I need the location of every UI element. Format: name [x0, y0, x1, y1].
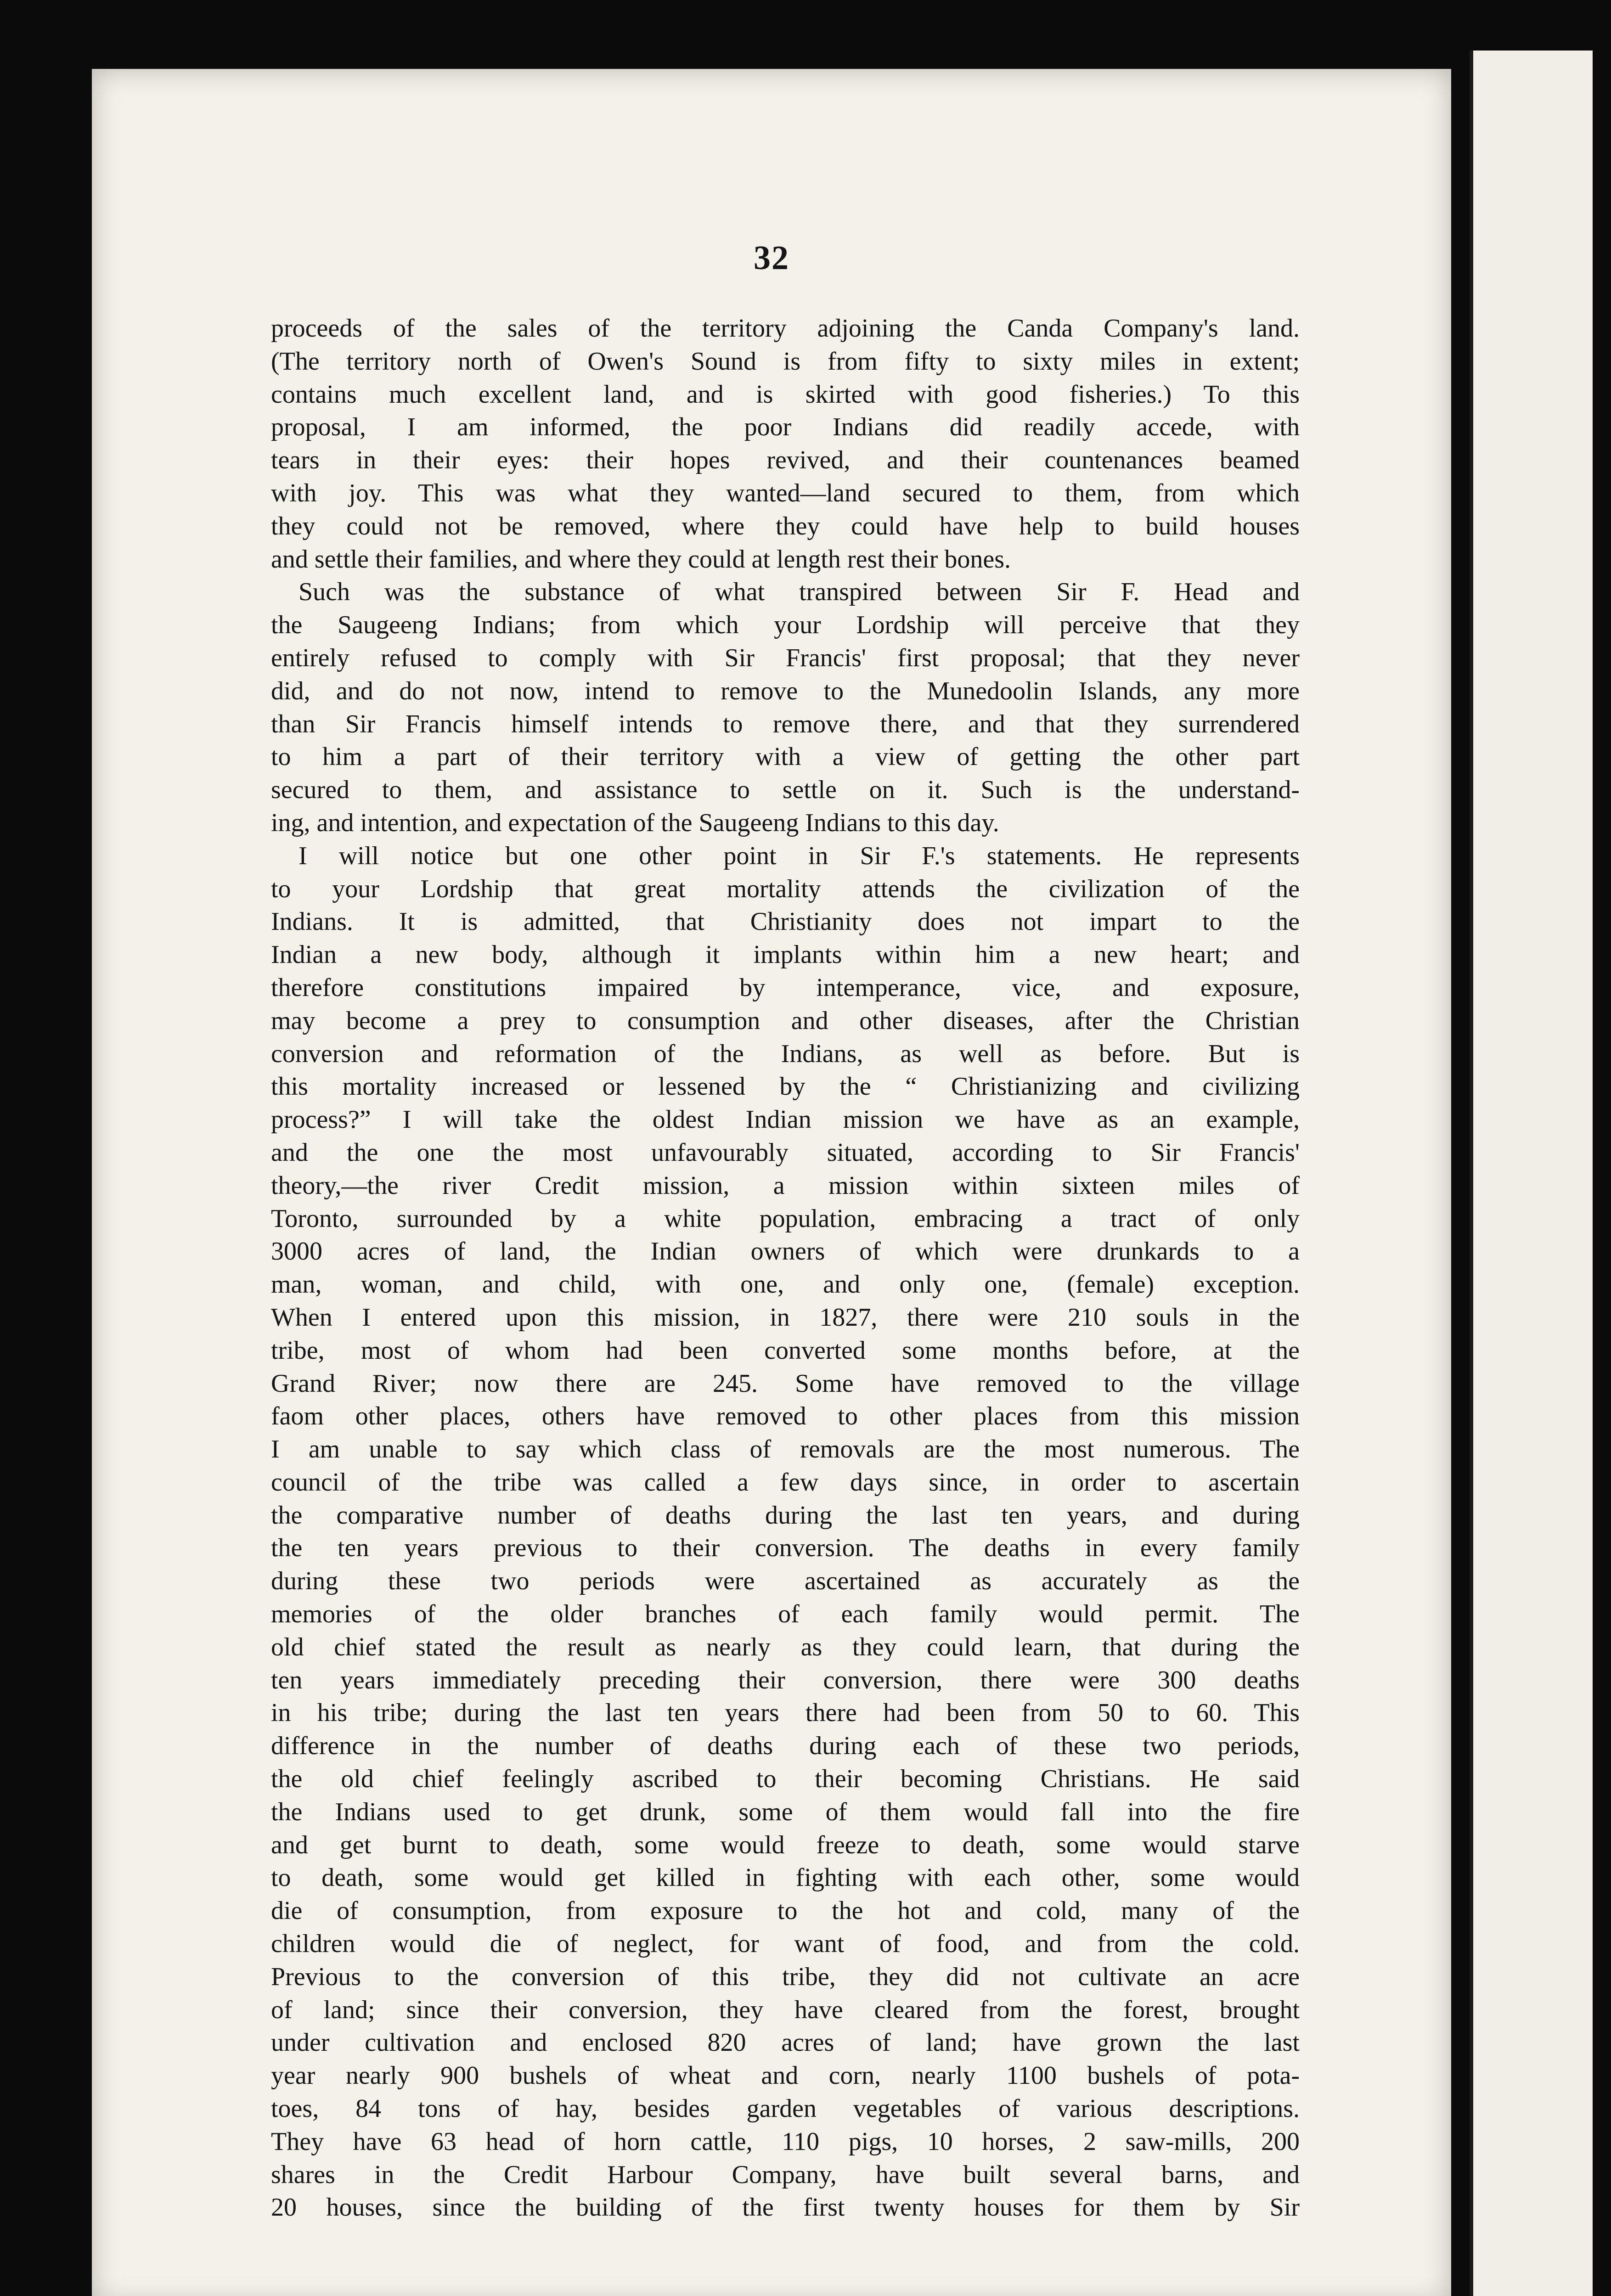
text-line: the old chief feelingly ascribed to their becoming Christians. He said [271, 1765, 1300, 1794]
text-line: theory,—the river Credit mission, a mission within sixteen miles of [271, 1171, 1300, 1200]
text-line: than Sir Francis himself intends to remove there, and that they surrendered [271, 709, 1300, 738]
text-line: in his tribe; during the last ten years there had been from 50 to 60. This [271, 1699, 1300, 1728]
text-line: I am unable to say which class of removals are the most numerous. The [271, 1435, 1300, 1464]
text-line: Previous to the conversion of this tribe, they did not cultivate an acre [271, 1962, 1300, 1991]
text-line: When I entered upon this mission, in 1827, there were 210 souls in the [271, 1303, 1300, 1332]
text-line: and settle their families, and where they could at length rest their bones. [271, 545, 1011, 574]
text-line: may become a prey to consumption and other diseases, after the Christian [271, 1006, 1300, 1035]
text-line: proceeds of the sales of the territory adjoining the Canda Company's land. [271, 314, 1300, 343]
text-line: the ten years previous to their conversion. The deaths in every family [271, 1534, 1300, 1563]
text-line: council of the tribe was called a few days since, in order to ascertain [271, 1468, 1300, 1497]
text-line: and get burnt to death, some would freeze to death, some would starve [271, 1830, 1300, 1859]
text-line: conversion and reformation of the Indians, as well as before. But is [271, 1039, 1300, 1068]
text-line: difference in the number of deaths during each of these two periods, [271, 1732, 1300, 1761]
text-line: to him a part of their territory with a view of getting the other part [271, 743, 1300, 771]
text-line: and the one the most unfavourably situated, according to Sir Francis' [271, 1138, 1300, 1167]
text-line: to death, some would get killed in fighting with each other, some would [271, 1863, 1300, 1892]
text-line: during these two periods were ascertained as accurately as the [271, 1567, 1300, 1596]
text-line: They have 63 head of horn cattle, 110 pigs, 10 horses, 2 saw-mills, 200 [271, 2127, 1300, 2156]
text-line: under cultivation and enclosed 820 acres of land; have grown the last [271, 2028, 1300, 2057]
text-line: faom other places, others have removed to other places from this mission [271, 1402, 1300, 1431]
text-line: old chief stated the result as nearly as they could learn, that during the [271, 1632, 1300, 1661]
body-text [271, 312, 1300, 2224]
text-line: Indians. It is admitted, that Christianity does not impart to the [271, 907, 1300, 936]
text-line: 20 houses, since the building of the first twenty houses for them by Sir [271, 2193, 1300, 2222]
text-line: Indian a new body, although it implants within him a new heart; and [271, 940, 1300, 969]
text-line: ten years immediately preceding their conversion, there were 300 deaths [271, 1666, 1300, 1694]
text-line: they could not be removed, where they could have help to build houses [271, 512, 1300, 540]
text-line: ing, and intention, and expectation of the Saugeeng Indians to this day. [271, 808, 999, 837]
text-line: contains much excellent land, and is skirted with good fisheries.) To this [271, 380, 1300, 409]
text-line: tribe, most of whom had been converted some months before, at the [271, 1336, 1300, 1365]
text-line: tears in their eyes: their hopes revived, and their countenances beamed [271, 446, 1300, 475]
text-line: the Indians used to get drunk, some of them would fall into the fire [271, 1797, 1300, 1826]
text-line: shares in the Credit Harbour Company, have built several barns, and [271, 2160, 1300, 2189]
text-line: with joy. This was what they wanted—land secured to them, from which [271, 478, 1300, 507]
text-line: children would die of neglect, for want of food, and from the cold. [271, 1930, 1300, 1958]
text-line: I will notice but one other point in Sir F.'s statements. He represents [299, 841, 1300, 870]
adjacent-page-edge [1470, 51, 1593, 2296]
text-line: to your Lordship that great mortality attends the civilization of the [271, 874, 1300, 903]
text-line: memories of the older branches of each family would permit. The [271, 1600, 1300, 1629]
text-line: secured to them, and assistance to settle on it. Such is the understand- [271, 776, 1300, 805]
text-line: of land; since their conversion, they have cleared from the forest, brought [271, 1995, 1300, 2024]
text-line: entirely refused to comply with Sir Francis' first proposal; that they never [271, 643, 1300, 672]
text-line: did, and do not now, intend to remove to the Munedoolin Islands, any more [271, 676, 1300, 705]
text-line: (The territory north of Owen's Sound is from fifty to sixty miles in extent; [271, 347, 1300, 376]
text-line: this mortality increased or lessened by the “ Christianizing and civilizing [271, 1072, 1300, 1101]
text-line: 3000 acres of land, the Indian owners of which were drunkards to a [271, 1237, 1300, 1266]
text-line: toes, 84 tons of hay, besides garden vegetables of various descriptions. [271, 2094, 1300, 2123]
text-line: Such was the substance of what transpired between Sir F. Head and [299, 578, 1300, 607]
text-line: Toronto, surrounded by a white population, embracing a tract of only [271, 1204, 1300, 1233]
text-line: Grand River; now there are 245. Some have removed to the village [271, 1369, 1300, 1398]
text-line: man, woman, and child, with one, and only one, (female) exception. [271, 1270, 1300, 1299]
text-line: year nearly 900 bushels of wheat and corn, nearly 1100 bushels of pota- [271, 2061, 1300, 2090]
text-line: proposal, I am informed, the poor Indians did readily accede, with [271, 413, 1300, 442]
page-number: 32 [754, 239, 789, 277]
text-line: the comparative number of deaths during the last ten years, and during [271, 1501, 1300, 1530]
text-line: die of consumption, from exposure to the hot and cold, many of the [271, 1896, 1300, 1925]
text-line: therefore constitutions impaired by intemperance, vice, and exposure, [271, 973, 1300, 1002]
text-line: process?” I will take the oldest Indian mission we have as an example, [271, 1105, 1300, 1134]
text-line: the Saugeeng Indians; from which your Lordship will perceive that they [271, 611, 1300, 640]
